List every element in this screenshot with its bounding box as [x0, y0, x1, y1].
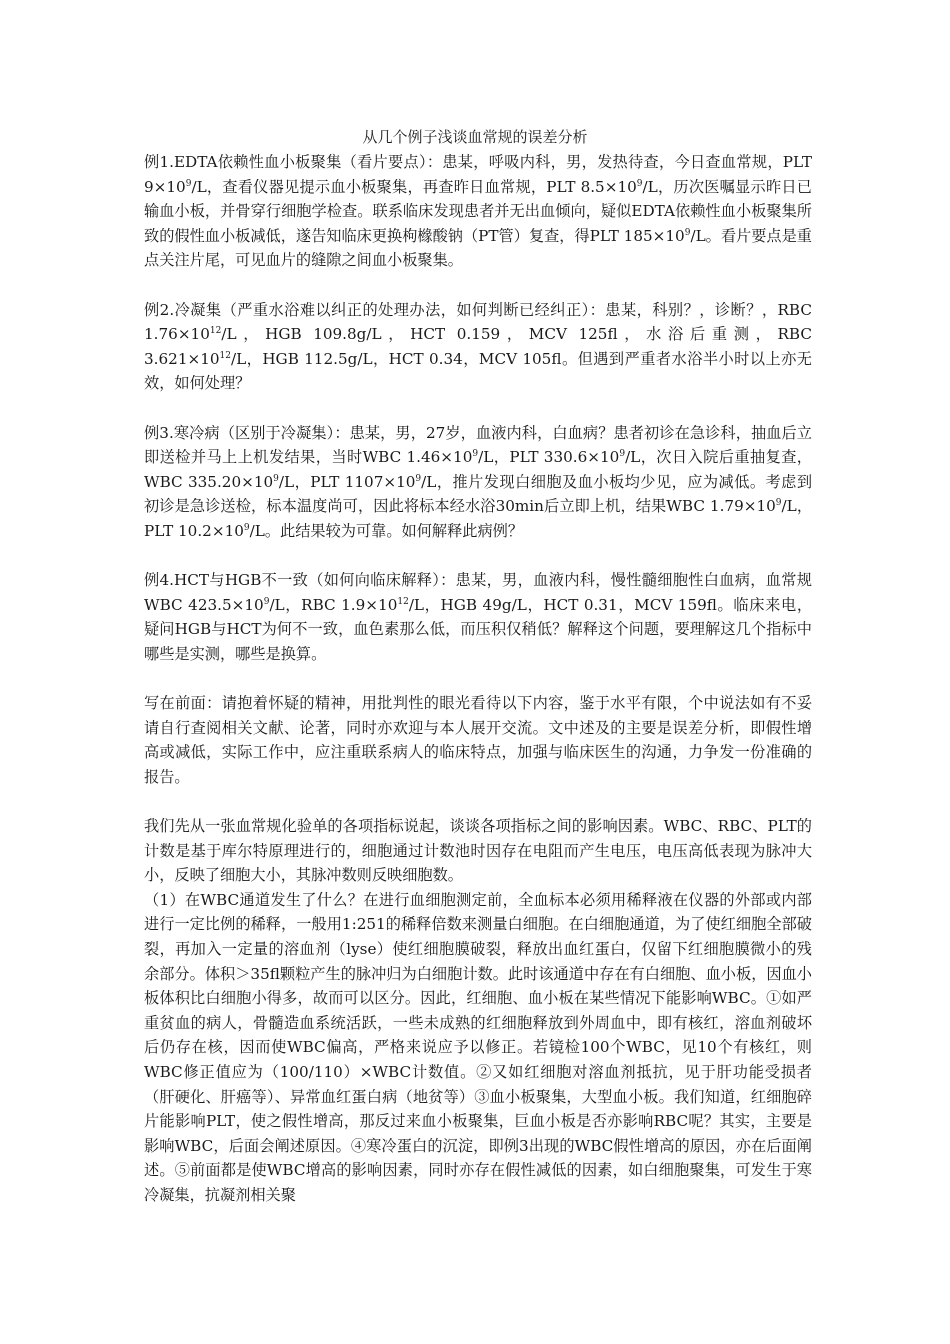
superscript: 9: [472, 449, 479, 460]
paragraph-gap: [144, 544, 812, 569]
text-run: （1）在WBC通道发生了什么？在进行血细胞测定前，全血标本必须用稀释液在仪器的外部或内部进行一定比例的稀释，一般用1:251的稀释倍数来测量白细胞。在白细胞通道，为了使红细胞全部破裂，再加入一定量的溶血剂（lyse）使红细胞膜破裂，释放出血红蛋白，仅留下红细胞膜微小的残余部分。体积＞35fl颗粒产生的脉冲归为白细胞计数。此时该通道中存在有白细胞、血小板，因血小板体积比白细胞小得多，故而可以区分。因此，红细胞、血小板在某些情况下能影响WBC。①如严重贫血的病人，骨髓造血系统活跃，一些未成熟的红细胞释放到外周血中，即有核红，溶血剂破坏后仍存在核，因而使WBC偏高，严格来说应予以修正。若镜检100个WBC，见10个有核红，则WBC修正值应为（100/110）×WBC计数值。②又如红细胞对溶血剂抵抗，见于肝功能受损者（肝硬化、肝癌等）、异常血红蛋白病（地贫等）③血小板聚集，大型血小板。我们知道，红细胞碎片能影响PLT，使之假性增高，那反过来血小板聚集，巨血小板是否亦影响RBC呢？其实，主要是影响WBC，后面会阐述原因。④寒冷蛋白的沉淀，即例3出现的WBC假性增高的原因，亦在后面阐述。⑤前面都是使WBC增高的影响因素，同时亦存在假性减低的因素，如白细胞聚集，可发生于寒冷凝集，抗凝剂相关聚: [144, 890, 812, 1204]
superscript: 9: [619, 449, 626, 460]
text-run: /L，PLT 1107×10: [278, 472, 416, 491]
paragraph-intro: [144, 814, 812, 888]
paragraph-wbc-channel: [144, 888, 812, 1208]
superscript: 12: [209, 326, 222, 337]
paragraph-example-4: [144, 568, 812, 666]
text-run: 写在前面：请抱着怀疑的精神，用批判性的眼光看待以下内容，鉴于水平有限，个中说法如有不妥请自行查阅相关文献、论著，同时亦欢迎与本人展开交流。文中述及的主要是误差分析，即假性增高或减低，实际工作中，应注重联系病人的临床特点，加强与临床医生的沟通，力争发一份准确的报告。: [144, 694, 812, 786]
text-run: /L，PLT 10.2×10: [144, 497, 813, 540]
superscript: 9: [185, 178, 192, 189]
superscript: 9: [415, 473, 422, 484]
paragraph-example-3: [144, 421, 812, 544]
paragraph-gap: [144, 273, 812, 298]
superscript: 12: [397, 596, 409, 607]
text-run: 我们先从一张血常规化验单的各项指标说起，谈谈各项指标之间的影响因素。WBC、RBC、PLT的计数是基于库尔特原理进行的，细胞通过计数池时因存在电阻而产生电压，电压高低表现为脉冲大小，反映了细胞大小，其脉冲数则反映细胞数。: [144, 817, 812, 885]
paragraph-example-2: [144, 298, 812, 396]
paragraph-example-1: [144, 150, 812, 273]
text-run: /L，次日入院后重抽复查，WBC 335.20×10: [144, 448, 812, 491]
text-run: /L，HGB 109.8g/L，HCT 0.159，MCV 125fl，水浴后重测，RBC 3.621×10: [144, 325, 812, 368]
text-run: 例1.EDTA依赖性血小板聚集（看片要点）：患某，呼吸内科，男，发热待查，今日查血常规，PLT 9×10: [144, 153, 812, 196]
superscript: 9: [636, 178, 643, 189]
document-title: 从几个例子浅谈血常规的误差分析: [362, 128, 588, 146]
text-run: 例3.寒冷病（区别于冷凝集）：患某，男，27岁，血液内科，白血病？患者初诊在急诊科，抽血后立即送检并马上上机发结果，当时WBC 1.46×10: [144, 423, 812, 467]
superscript: 9: [273, 473, 279, 484]
paragraph-gap: [144, 789, 812, 814]
text-run: /L，HGB 49g/L，HCT 0.31，MCV 159fl。临床来电，疑问HGB与HCT为何不一致，血色素那么低，而压积仅稍低？解释这个问题，要理解这几个指标中哪些是实测，哪些是换算。: [144, 595, 813, 663]
text-run: /L。看片要点是重点关注片尾，可见血片的缝隙之间血小板聚集。: [144, 226, 812, 270]
superscript: 9: [775, 498, 782, 509]
document-body: [144, 150, 812, 1208]
superscript: 12: [219, 350, 231, 361]
paragraph-preface: [144, 691, 812, 789]
text-run: /L，PLT 330.6×10: [478, 448, 620, 467]
text-run: /L，HGB 112.5g/L，HCT 0.34，MCV 105fl。但遇到严重者水浴半小时以上亦无效，如何处理？: [144, 349, 812, 393]
text-run: /L，推片发现白细胞及血小板均少见，应为减低。考虑到初诊是急诊送检，标本温度尚可，因此将标本经水浴30min后立即上机，结果WBC 1.79×10: [144, 472, 813, 516]
text-run: /L，历次医嘱显示昨日已输血小板，并骨穿行细胞学检查。联系临床发现患者并无出血倾向，疑似EDTA依赖性血小板聚集所致的假性血小板减低，遂告知临床更换枸橼酸钠（PT管）复查，得PLT 185×10: [144, 177, 812, 245]
text-run: 例2.冷凝集（严重水浴难以纠正的处理办法，如何判断已经纠正）：患某，科别？，诊断？，RBC 1.76×10: [144, 300, 812, 344]
paragraph-gap: [144, 666, 812, 691]
superscript: 9: [263, 596, 270, 607]
superscript: 9: [684, 227, 691, 238]
text-run: 例4.HCT与HGB不一致（如何向临床解释）：患某，男，血液内科，慢性髓细胞性白血病，血常规WBC 423.5×10: [144, 571, 812, 614]
text-run: /L。此结果较为可靠。如何解释此病例？: [249, 521, 524, 540]
superscript: 9: [243, 522, 250, 533]
text-run: /L，RBC 1.9×10: [269, 595, 398, 614]
text-run: /L，查看仪器见提示血小板聚集，再查昨日血常规，PLT 8.5×10: [191, 177, 637, 196]
paragraph-gap: [144, 396, 812, 421]
